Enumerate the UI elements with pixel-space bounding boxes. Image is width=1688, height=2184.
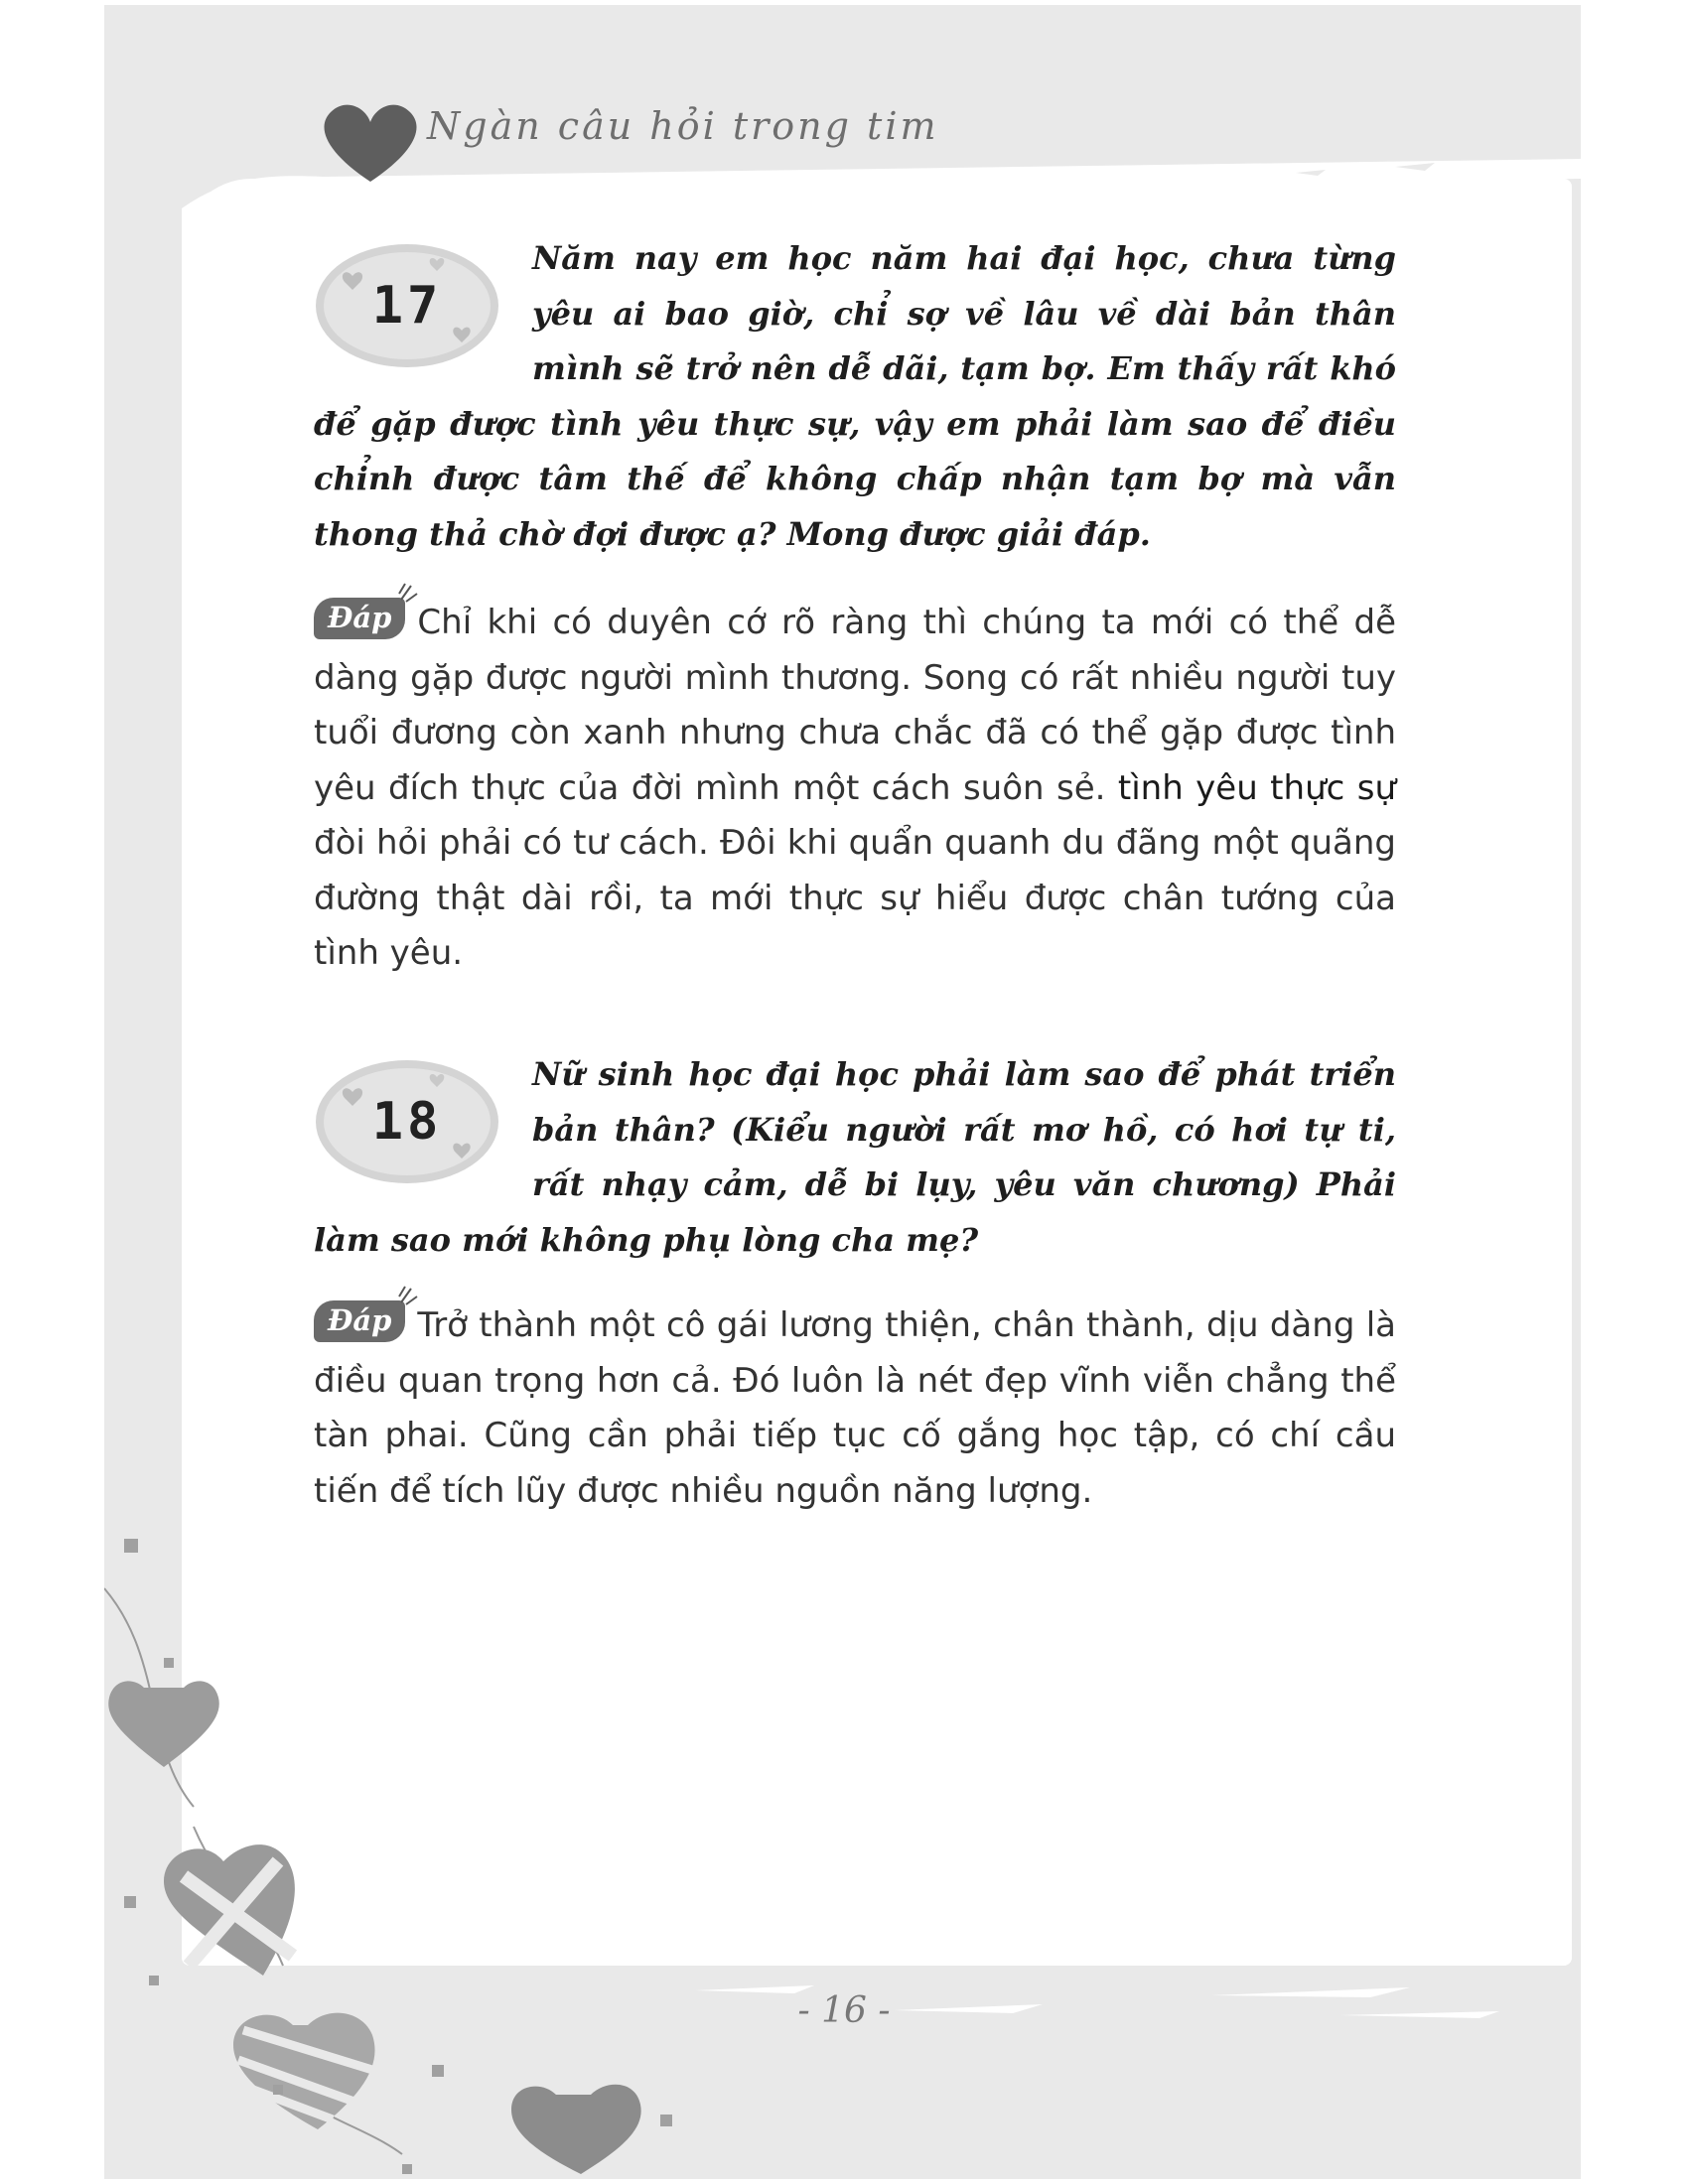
answer-text: Chỉ khi có duyên cớ rõ ràng thì chúng ta mới có thể dễ dàng gặp được người mình thương. Song có rất nhiều người tuy tuổi đương còn xanh nhưng chưa chắc đã có thể gặp được tình yêu đích thực của đời mình một cách suôn sẻ. [314, 603, 1396, 808]
answer-paragraph [314, 1298, 1396, 1519]
spark-icon [397, 582, 419, 604]
answer-text-continued: đòi hỏi phải có tư cách. Đôi khi quẩn quanh du đãng một quãng đường thật dài rồi, ta mới thực sự hiểu được chân tướng của tình yêu. [314, 823, 1396, 973]
answer-label [314, 1300, 405, 1342]
question-number: 17 [371, 276, 443, 336]
knit-heart-icon [108, 1681, 219, 1767]
answer-text: Trở thành một cô gái lương thiện, chân thành, dịu dàng là điều quan trọng hơn cả. Đó luôn là nét đẹp vĩnh viễn chẳng thể tàn phai. Cũng cần phải tiếp tục cố gắng học tập, có chí cầu tiến để tích lũy được nhiều nguồn năng lượng. [314, 1305, 1396, 1511]
running-header: Ngàn câu hỏi trong tim [427, 104, 939, 148]
answer-paragraph [314, 596, 1396, 982]
spark-icon [397, 1285, 419, 1306]
page-number: - 16 - [797, 1990, 891, 2031]
answer-label [314, 598, 405, 639]
question-text [314, 1047, 1396, 1268]
question-text [314, 231, 1396, 562]
hanging-hearts-decoration [104, 1519, 720, 2184]
question-number: 18 [371, 1092, 443, 1152]
answer-label-text: Đáp [328, 601, 392, 634]
question-text-content: Nữ sinh học đại học phải làm sao để phát triển bản thân? (Kiểu người rất mơ hồ, có hơi tự ti, rất nhạy cảm, dễ bi lụy, yêu văn chương) Phải làm sao mới không phụ lòng cha mẹ? [314, 1055, 1396, 1259]
answer-highlight: tình yêu thực sự [1117, 767, 1396, 808]
question-text-content: Năm nay em học năm hai đại học, chưa từng yêu ai bao giờ, chỉ sợ về lâu về dài bản thân mình sẽ trở nên dễ dãi, tạm bợ. Em thấy rất khó để gặp được tình yêu thực sự, vậy em phải làm sao để điều chỉnh được tâm thế để không chấp nhận tạm bợ mà vẫn thong thả chờ đợi được ạ? Mong được giải đáp. [314, 239, 1396, 553]
heart-icon [316, 97, 425, 187]
answer-label-text: Đáp [328, 1303, 392, 1337]
textured-heart-icon [511, 2085, 641, 2174]
